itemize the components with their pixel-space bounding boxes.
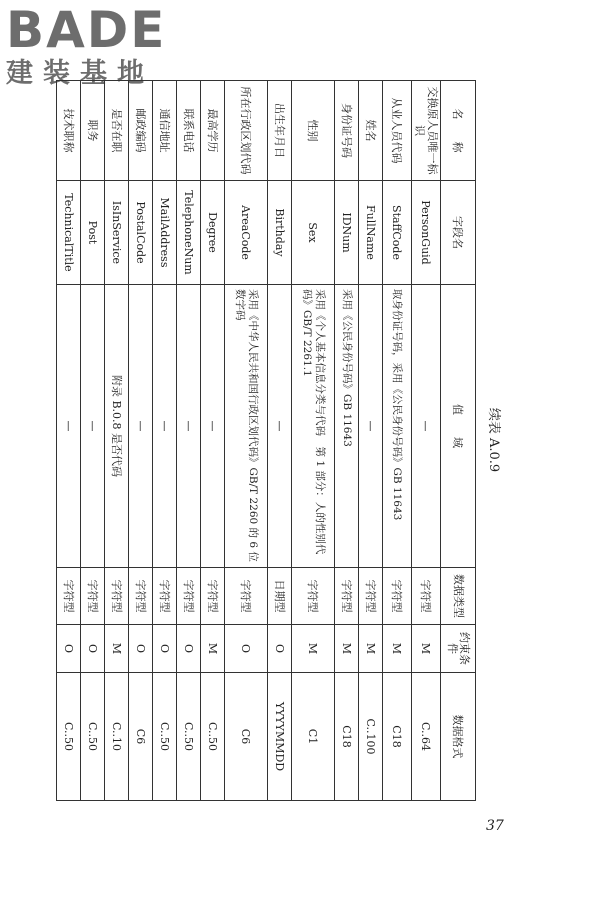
header-field: 字段名 — [441, 181, 476, 285]
cell-name: 从业人员代码 — [383, 81, 412, 181]
cell-data-type: 字符型 — [412, 568, 441, 625]
cell-name: 性别 — [292, 81, 335, 181]
cell-format: C..50 — [177, 673, 201, 801]
cell-domain: — — [201, 285, 225, 568]
cell-data-type: 字符型 — [359, 568, 383, 625]
cell-domain: 采用《个人基本信息分类与代码 第 1 部分：人的性别代码》GB/T 2261.1 — [292, 285, 335, 568]
cell-constraint: O — [177, 625, 201, 673]
cell-field: PersonGuid — [412, 181, 441, 285]
cell-data-type: 日期型 — [268, 568, 292, 625]
cell-domain: — — [57, 285, 81, 568]
header-constraint: 约束条件 — [441, 625, 476, 673]
table-row — [359, 81, 383, 801]
table-row — [129, 81, 153, 801]
cell-domain: 采用《公民身份号码》GB 11643 — [335, 285, 359, 568]
cell-format: YYYYMMDD — [268, 673, 292, 801]
cell-domain: — — [412, 285, 441, 568]
cell-format: C..64 — [412, 673, 441, 801]
cell-field: MailAddress — [153, 181, 177, 285]
cell-field: FullName — [359, 181, 383, 285]
cell-domain: — — [153, 285, 177, 568]
logo-wordmark: BADE — [6, 1, 167, 59]
cell-data-type: 字符型 — [177, 568, 201, 625]
cell-name: 技术职称 — [57, 81, 81, 181]
cell-constraint: O — [57, 625, 81, 673]
cell-domain: — — [129, 285, 153, 568]
header-name: 名 称 — [441, 81, 476, 181]
cell-constraint: M — [105, 625, 129, 673]
cell-field: StaffCode — [383, 181, 412, 285]
rotated-table-block — [62, 80, 510, 800]
cell-format: C..50 — [153, 673, 177, 801]
logo-chinese-name: 建装基地 — [6, 58, 154, 89]
table-row — [412, 81, 441, 801]
header-format: 数据格式 — [441, 673, 476, 801]
cell-data-type: 字符型 — [335, 568, 359, 625]
cell-field: AreaCode — [225, 181, 268, 285]
cell-name: 交换原人员唯一标识 — [412, 81, 441, 181]
cell-format: C..100 — [359, 673, 383, 801]
cell-domain: 取身份证号码，采用《公民身份号码》GB 11643 — [383, 285, 412, 568]
cell-format: C..50 — [57, 673, 81, 801]
header-domain: 值 域 — [441, 285, 476, 568]
cell-constraint: M — [383, 625, 412, 673]
table-row — [105, 81, 129, 801]
cell-field: Degree — [201, 181, 225, 285]
table-caption: 续表 A.0.9 — [486, 407, 501, 473]
cell-format: C6 — [225, 673, 268, 801]
header-data-type: 数据类型 — [441, 568, 476, 625]
cell-constraint: M — [335, 625, 359, 673]
cell-data-type: 字符型 — [225, 568, 268, 625]
cell-format: C..50 — [201, 673, 225, 801]
cell-constraint: M — [292, 625, 335, 673]
cell-name: 所在行政区划代码 — [225, 81, 268, 181]
cell-domain: 采用《中华人民共和国行政区划代码》GB/T 2260 的 6 位数字码 — [225, 285, 268, 568]
cell-domain: 附录 B.0.8 是否代码 — [105, 285, 129, 568]
cell-format: C1 — [292, 673, 335, 801]
cell-name: 邮政编码 — [129, 81, 153, 181]
cell-constraint: O — [153, 625, 177, 673]
cell-field: Birthday — [268, 181, 292, 285]
cell-domain: — — [177, 285, 201, 568]
table-row — [225, 81, 268, 801]
cell-format: C..50 — [81, 673, 105, 801]
cell-format: C6 — [129, 673, 153, 801]
cell-format: C18 — [335, 673, 359, 801]
cell-name: 姓名 — [359, 81, 383, 181]
cell-field: Sex — [292, 181, 335, 285]
cell-field: IDNum — [335, 181, 359, 285]
cell-data-type: 字符型 — [153, 568, 177, 625]
table-row — [81, 81, 105, 801]
cell-data-type: 字符型 — [105, 568, 129, 625]
table-row — [383, 81, 412, 801]
cell-domain: — — [268, 285, 292, 568]
cell-name: 身份证号码 — [335, 81, 359, 181]
cell-constraint: M — [359, 625, 383, 673]
table-row — [335, 81, 359, 801]
table-header-row — [441, 81, 476, 801]
data-element-table — [56, 80, 476, 801]
cell-data-type: 字符型 — [129, 568, 153, 625]
cell-field: PostalCode — [129, 181, 153, 285]
cell-name: 通信地址 — [153, 81, 177, 181]
table-row — [201, 81, 225, 801]
cell-data-type: 字符型 — [383, 568, 412, 625]
cell-constraint: O — [129, 625, 153, 673]
page-number: 37 — [486, 818, 504, 834]
cell-field: TelephoneNum — [177, 181, 201, 285]
table-row — [57, 81, 81, 801]
cell-domain: — — [359, 285, 383, 568]
cell-data-type: 字符型 — [201, 568, 225, 625]
cell-constraint: O — [81, 625, 105, 673]
table-row — [177, 81, 201, 801]
cell-field: Post — [81, 181, 105, 285]
table-row — [268, 81, 292, 801]
cell-data-type: 字符型 — [292, 568, 335, 625]
cell-data-type: 字符型 — [57, 568, 81, 625]
cell-field: IsInService — [105, 181, 129, 285]
table-row — [153, 81, 177, 801]
cell-format: C..10 — [105, 673, 129, 801]
cell-name: 是否在职 — [105, 81, 129, 181]
cell-name: 出生年月日 — [268, 81, 292, 181]
cell-domain: — — [81, 285, 105, 568]
cell-constraint: O — [225, 625, 268, 673]
cell-name: 职务 — [81, 81, 105, 181]
cell-name: 联系电话 — [177, 81, 201, 181]
cell-constraint: M — [201, 625, 225, 673]
cell-data-type: 字符型 — [81, 568, 105, 625]
cell-constraint: M — [412, 625, 441, 673]
cell-field: TechnicalTitle — [57, 181, 81, 285]
cell-constraint: O — [268, 625, 292, 673]
table-row — [292, 81, 335, 801]
cell-format: C18 — [383, 673, 412, 801]
cell-name: 最高学历 — [201, 81, 225, 181]
